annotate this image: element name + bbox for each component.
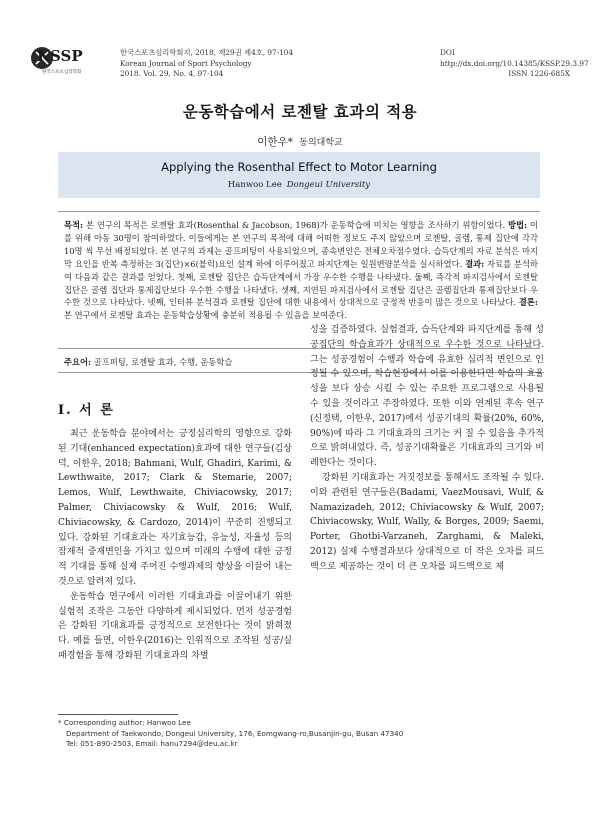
kssp-logo-icon — [28, 44, 90, 76]
abstract-conclusion-label: 결론: — [518, 297, 538, 308]
journal-citation — [120, 48, 293, 80]
abstract-method: 이를 위해 아동 30명이 참여하였다. 이들에게는 본 연구의 목적에 대해 어떠한 정보도 주지 않았으며 로젠탈, 골렘, 통제 집단에 각각 10명 씩 무선 배정되었다. 본 연구의 과제는 골프퍼팅이 사용되었으며, 종속변인은 전체오차점수였다. 습득단계의 자료 분석은 마지막 요인을 반복 측정하는 3(집단)×6(블럭)요인 설계 하에 이루어졌고 파지단계는 일원변량분석을 실시하였다. — [64, 220, 539, 269]
abstract-purpose: 본 연구의 목적은 로젠탈 효과(Rosenthal & Jacobson, 1968)가 운동학습에 미치는 영향을 조사하기 위함이었다. — [83, 220, 506, 230]
footnote-rule — [58, 714, 178, 715]
english-title-band — [58, 152, 540, 198]
body-paragraph: 강화된 기대효과는 거짓정보를 통해서도 조작될 수 있다. 이와 관련된 연구들은(Badami, VaezMousavi, Wulf, & Namazizadeh, 2012; Chiviacowsky & Wulf, 2007; Chiviacowsky, Wulf, Wally, & Borges, 2009; Saemi, Porter, Ghotbi-Varzaneh, Zarghami, & Maleki, 2012) 실제 수행결과보다 상대적으로 더 작은 오차를 피드백으로 제공하는 것이 더 큰 오차를 피드백으로 제 — [310, 472, 544, 572]
author-affiliation: 동의대학교 — [299, 138, 343, 148]
svg-text:한국스포츠심리학회: 한국스포츠심리학회 — [42, 70, 82, 75]
abstract-purpose-label: 목적: — [64, 220, 84, 230]
doi-block — [440, 48, 589, 80]
keywords-label: 주요어: — [64, 357, 92, 367]
author-line — [0, 134, 600, 149]
journal-volume: 2018. Vol. 29, No. 4, 97-104 — [120, 69, 224, 79]
section-heading: I. 서 론 — [58, 403, 115, 418]
body-left-column — [58, 427, 292, 664]
journal-logo — [28, 44, 90, 76]
abstract-method-label: 방법: — [508, 220, 528, 230]
body-paragraph: 운동학습 연구에서 이러한 기대효과를 이끌어내기 위한 실험적 조작은 그동안 다양하게 제시되었다. 먼저 성공경험은 강화된 기대효과를 긍정적으로 보전한다는 것이 밝혀졌다. 예를 들면, 이한우(2016)는 인위적으로 조작된 성공/실패경험을 통해 강화된 기대효과의 차별 — [58, 591, 292, 661]
english-title: Applying the Rosenthal Effect to Motor Learning — [161, 160, 437, 174]
english-author-line — [58, 180, 540, 190]
english-author-name: Hanwoo Lee — [227, 180, 282, 190]
footnote-corresponding: * Corresponding author: Hanwoo Lee — [58, 718, 191, 727]
paper-title: 운동학습에서 로젠탈 효과의 적용 — [182, 102, 418, 121]
keywords-text: 골프퍼팅, 로젠탈 효과, 수행, 운동학습 — [91, 357, 233, 367]
journal-name-en: Korean Journal of Sport Psychology — [120, 58, 252, 68]
abstract-result: 자료를 분석하여 다음과 같은 결과를 얻었다. 첫째, 로젠탈 집단은 습득단계에서 가장 우수한 수행을 나타냈다. 둘째, 즉각적 파지검사에서 로젠탈 집단은 골렘 집단과 통제집단보다 우수한 수행을 나타냈다. 셋째, 지연된 파지검사에서 로젠탈 집단은 골렘집단과 통제집단보다 우수한 것으로 나타났다. 넷째, 인터뷰 분석결과 로젠탈 집단에 대한 내용에서 상대적으로 긍정적 반응이 많은 것으로 나타났다. — [64, 258, 538, 308]
footnote — [58, 718, 403, 750]
abstract-top-rule — [58, 211, 540, 212]
svg-text:KSSP: KSSP — [37, 47, 83, 65]
body-paragraph: 최근 운동학습 분야에서는 긍정심리학의 영향으로 강화된 기대(enhanced expectation)효과에 대한 연구들(김상덕, 이한우, 2018; Bahmani, Wulf, Ghadiri, Karimi, & Lewthwaite, 2017; Clark & Stemarie, 2007; Lemos, Wulf, Lewthwaite, Chiviacowsky, 2017; Palmer, Chiviacowsky & Wulf, 2016; Wulf, Chiviacowsky, & Cardozo, 2014)이 꾸준히 진행되고 있다. 강화된 기대효과는 자기효능감, 유능성, 자율성 등의 잠재적 중재변인을 가지고 있으며 미래의 수행에 대한 긍정적 기대를 통해 실제 주어진 수행과제의 향상을 이끌어 내는 것으로 알려져 있다. — [58, 429, 292, 587]
english-university: Dongeui University — [286, 180, 371, 190]
body-paragraph: 성을 검증하였다. 실험결과, 습득단계와 파지단계를 통해 성공집단의 학습효과가 상대적으로 우수한 것으로 나타났다. 그는 성공경험이 수행과 학습에 유효한 심리적 변인으로 인정될 수 있으며, 학습현장에서 이를 이용한다면 학습의 효율성을 보다 상승 시킬 수 있는 주요한 프로그램으로 사용될 수 있을 것이라고 주장하였다. 또한 이와 연계된 후속 연구(신정택, 이한우, 2017)에서 성공기대의 확률(20%, 60%, 90%)에 따라 그 기대효과의 크기는 커 질 수 있음을 추가적으로 밝혀내었다. 즉, 성공기대확률은 기대효과의 크기와 비례한다는 것이다. — [310, 325, 544, 469]
author-name: 이한우* — [257, 136, 293, 148]
abstract — [64, 219, 538, 322]
journal-name-ko: 한국스포츠심리학회지, 2018, 제29권 제4호, 97-104 — [120, 48, 294, 57]
abstract-result-label: 결과: — [465, 258, 485, 269]
footnote-address: Department of Taekwondo, Dongeui University, 176, Eomgwang-ro,Busanjin-gu, Busan 47340 — [66, 728, 404, 738]
doi-link[interactable]: DOI http://dx.doi.org/10.14385/KSSP.29.3.97 — [440, 48, 589, 68]
issn: ISSN 1226-685X — [508, 69, 570, 79]
body-right-column — [310, 323, 544, 575]
footnote-contact: Tel: 051-890-2503, Email: hanu7294@deu.ac.kr — [66, 739, 238, 749]
abstract-conclusion: 본 연구에서 로젠탈 효과는 운동학습상황에 충분히 적용될 수 있음을 보여준다. — [64, 310, 347, 321]
